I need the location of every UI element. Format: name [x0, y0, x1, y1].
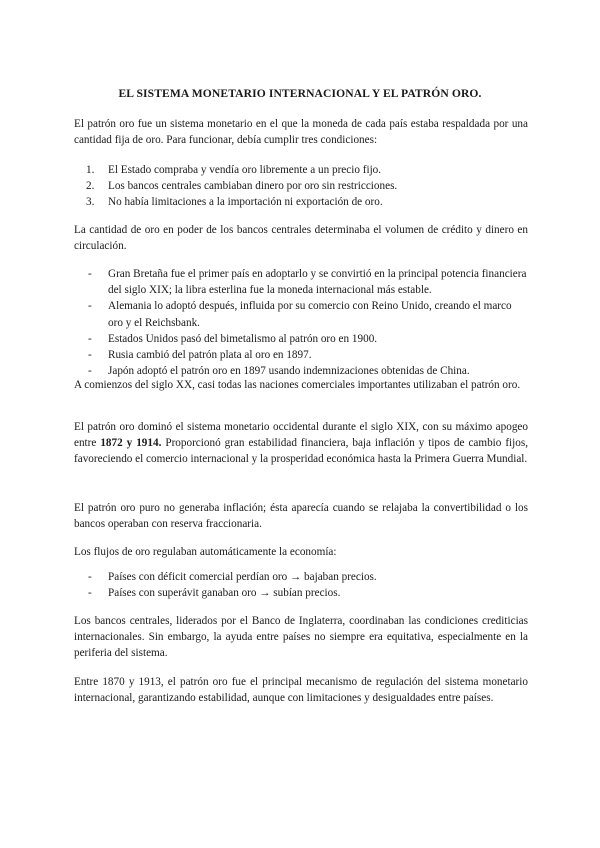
intro-paragraph: El patrón oro fue un sistema monetario en el que la moneda de cada país estaba respaldada por una cantidad fija de oro. Para funcionar, debía cumplir tres condiciones:	[74, 118, 528, 147]
bullet-dash: -	[88, 365, 92, 378]
flows-list	[88, 569, 528, 601]
bullet-dash: -	[88, 268, 92, 280]
condition-item	[86, 162, 526, 178]
document-title: EL SISTEMA MONETARIO INTERNACIONAL Y EL PATRÓN ORO.	[118, 87, 482, 100]
list-item	[88, 585, 528, 601]
list-number: 3.	[86, 196, 95, 209]
dominance-text-start: El patrón oro dominó el sistema monetario occidental durante el siglo XIX, con su máximo apogeo entre	[74, 421, 528, 450]
dominance-text-end: Proporcionó gran estabilidad financiera, baja inflación y tipos de cambio fijos, favoreciendo el comercio internacional y la prosperidad económica hasta la Primera Guerra Mundial.	[74, 437, 529, 466]
bullet-dash: -	[88, 587, 92, 600]
list-item-text: Países con superávit ganaban oro → subían precios.	[108, 587, 341, 600]
list-item	[88, 298, 528, 330]
list-item-text: Estados Unidos pasó del bimetalismo al patrón oro en 1900.	[108, 332, 378, 345]
condition-text: No había limitaciones a la importación ni exportación de oro.	[108, 196, 383, 209]
list-item	[88, 569, 528, 585]
list-number: 1.	[86, 164, 95, 176]
list-item	[88, 266, 528, 298]
flows-intro: Los flujos de oro regulaban automáticamente la economía:	[74, 546, 337, 558]
list-item-text: Alemania lo adoptó después, influida por su comercio con Reino Unido, creando el marco oro y el Reichsbank.	[108, 300, 512, 329]
dominance-paragraph	[74, 419, 528, 468]
bullet-dash: -	[88, 349, 92, 362]
inflation-paragraph: El patrón oro puro no generaba inflación; ésta aparecía cuando se relajaba la convertibilidad o los bancos operaban con reserva fraccionaria.	[74, 502, 528, 531]
century-paragraph: A comienzos del siglo XX, casi todas las naciones comerciales importantes utilizaban el patrón oro.	[74, 379, 521, 391]
condition-text: Los bancos centrales cambiaban dinero por oro sin restricciones.	[108, 180, 398, 193]
conclusion-paragraph: Entre 1870 y 1913, el patrón oro fue el principal mecanismo de regulación del sistema monetario internacional, garantizando estabilidad, aunque con limitaciones y desigualdades entre países.	[74, 676, 528, 705]
list-item-text: Gran Bretaña fue el primer país en adoptarlo y se convirtió en la principal potencia financiera del siglo XIX; la libra esterlina fue la moneda internacional más estable.	[108, 268, 527, 297]
condition-text: El Estado compraba y vendía oro libremente a un precio fijo.	[108, 164, 382, 176]
list-number: 2.	[86, 180, 95, 193]
countries-list	[88, 266, 528, 379]
condition-item	[86, 194, 526, 210]
list-item	[88, 347, 528, 363]
list-item-text: Japón adoptó el patrón oro en 1897 usando indemnizaciones obtenidas de China.	[108, 365, 470, 378]
bullet-dash: -	[88, 332, 92, 345]
bullet-dash: -	[88, 300, 92, 313]
central-banks-paragraph: Los bancos centrales, liderados por el Banco de Inglaterra, coordinaban las condiciones crediticias internacionales. Sin embargo, la ayuda entre países no siempre era equitativa, especialmente en la periferia del sistema.	[74, 615, 528, 660]
list-item	[88, 331, 528, 347]
list-item-text: Países con déficit comercial perdían oro → bajaban precios.	[108, 571, 377, 583]
dominance-years: 1872 y 1914.	[100, 437, 162, 450]
list-item-text: Rusia cambió del patrón plata al oro en 1897.	[108, 349, 312, 362]
condition-item	[86, 178, 526, 194]
conditions-list	[86, 162, 526, 211]
credit-paragraph: La cantidad de oro en poder de los bancos centrales determinaba el volumen de crédito y dinero en circulación.	[74, 224, 528, 253]
bullet-dash: -	[88, 571, 92, 583]
